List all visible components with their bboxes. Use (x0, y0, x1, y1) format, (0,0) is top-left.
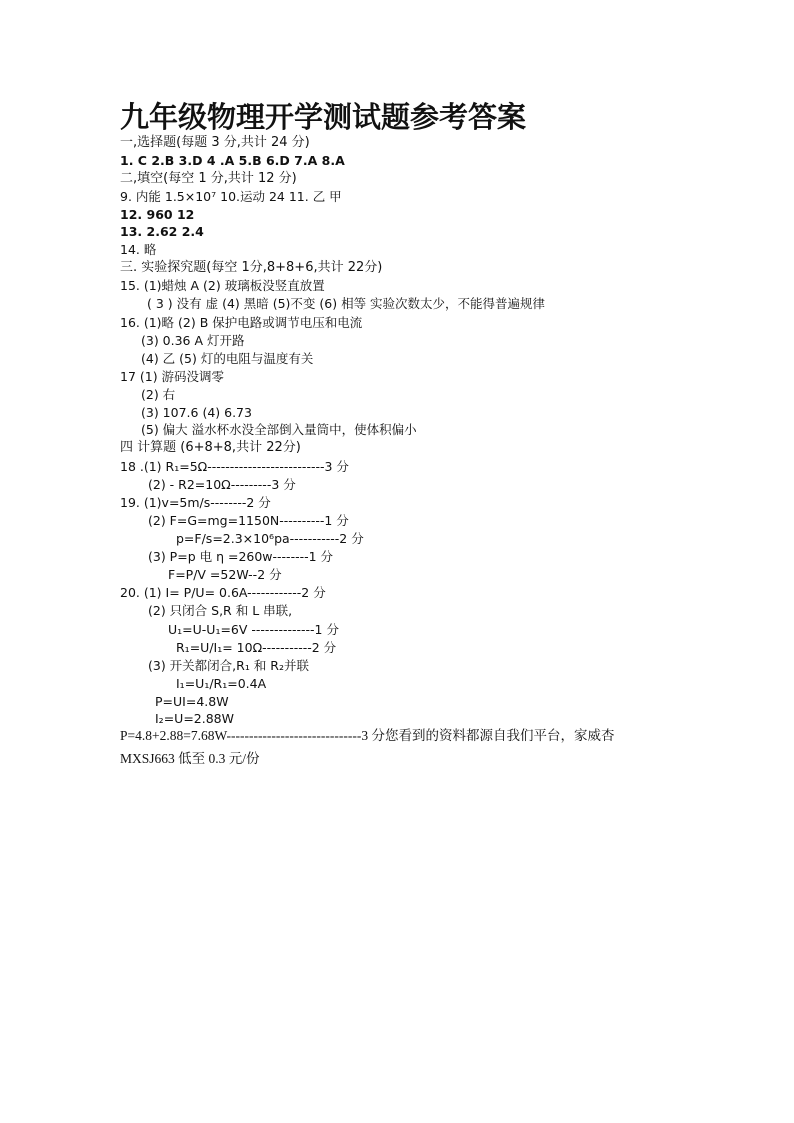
answer-line: U₁=U-U₁=6V --------------1 分 (168, 622, 339, 637)
answer-line: 12. 960 12 (120, 207, 195, 222)
footer-line-1: P=4.8+2.88=7.68W------------------------------3 分您看到的资料都源自我们平台，家威杏 (120, 728, 615, 743)
answer-line: 19. (1)v=5m/s--------2 分 (120, 495, 271, 510)
answer-line: P=UI=4.8W (155, 694, 229, 709)
answer-line: (3) P=p 电 η =260w--------1 分 (148, 549, 334, 564)
answer-line: (3) 开关都闭合,R₁ 和 R₂并联 (148, 658, 309, 673)
document-title: 九年级物理开学测试题参考答案 (120, 100, 527, 134)
answer-line: ( 3 ) 没有 虚 (4) 黑暗 (5)不变 (6) 相等 实验次数太少，不能得普遍规律 (147, 296, 546, 311)
answer-line: (2) 右 (141, 387, 176, 402)
answer-line: p=F/s=2.3×10⁶pa-----------2 分 (176, 531, 364, 546)
answer-line: 13. 2.62 2.4 (120, 224, 204, 239)
answer-line: 15. (1)蜡烛 A (2) 玻璃板没竖直放置 (120, 278, 325, 293)
answer-line: (3) 107.6 (4) 6.73 (141, 405, 252, 420)
answer-line: 14. 略 (120, 242, 157, 257)
answer-line: 三. 实验探究题(每空 1分,8+8+6,共计 22分) (120, 260, 383, 275)
answer-line: (2) F=G=mg=1150N----------1 分 (148, 513, 349, 528)
answer-line: 16. (1)略 (2) B 保护电路或调节电压和电流 (120, 315, 363, 330)
answer-line: 9. 内能 1.5×10⁷ 10.运动 24 11. 乙 甲 (120, 189, 342, 204)
answer-line: (4) 乙 (5) 灯的电阻与温度有关 (141, 351, 314, 366)
answer-line: 20. (1) I= P/U= 0.6A------------2 分 (120, 585, 326, 600)
answer-line: F=P/V =52W--2 分 (168, 567, 282, 582)
answer-line: I₁=U₁/R₁=0.4A (176, 676, 267, 691)
answer-line: R₁=U/I₁= 10Ω-----------2 分 (176, 640, 337, 655)
footer-line-2: MXSJ663 低至 0.3 元/份 (120, 751, 260, 766)
answer-line: (2) 只闭合 S,R 和 L 串联, (148, 603, 293, 618)
answer-line: (5) 偏大 溢水杯水没全部倒入量筒中，使体积偏小 (141, 422, 417, 437)
answer-line: 四 计算题 (6+8+8,共计 22分) (120, 440, 301, 455)
answer-line: (2) - R2=10Ω---------3 分 (148, 477, 296, 492)
answer-line: (3) 0.36 A 灯开路 (141, 333, 245, 348)
answer-line: 18 .(1) R₁=5Ω--------------------------3 分 (120, 459, 349, 474)
answer-line: 17 (1) 游码没调零 (120, 369, 225, 384)
answer-line: I₂=U=2.88W (155, 711, 234, 726)
answer-line: 一,选择题(每题 3 分,共计 24 分) (120, 135, 310, 150)
answer-line: 1. C 2.B 3.D 4 .A 5.B 6.D 7.A 8.A (120, 153, 345, 168)
answer-line: 二,填空(每空 1 分,共计 12 分) (120, 171, 297, 186)
